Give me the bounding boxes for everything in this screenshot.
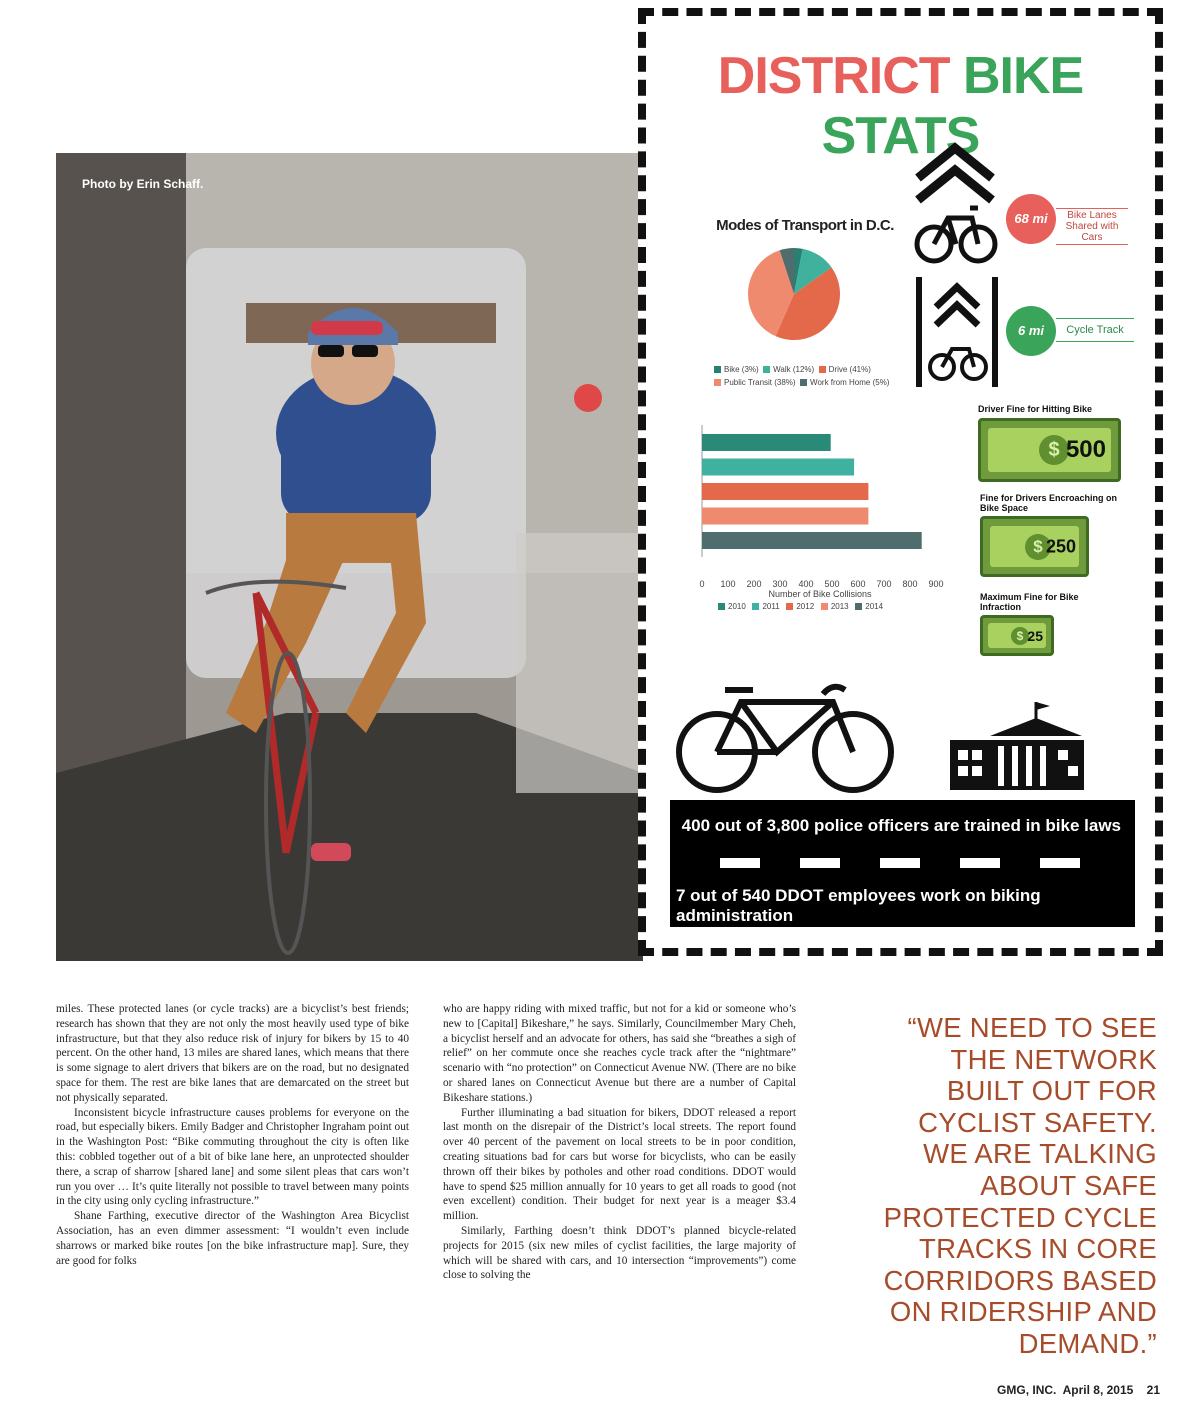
fine-amount-250: 250 [1045, 536, 1076, 556]
x-tick-label: 300 [772, 579, 788, 589]
article-paragraph: Inconsistent bicycle infrastructure causes problems for everyone on the road, but especially bikers. Emily Badger and Christopher Ingraham point out in the Washington Post: “Bike commuting throughout the city is often like this: cobbled together out of a bit of bike lane here, an unprotected shoulder there, a scrap of sharrow [shared lane] and some silent pleas that cars won’t run you over … It’s quite literally not possible to travel between many points in the city using only cycling infrastructure.” [56, 1106, 409, 1208]
infographic-title [646, 46, 1155, 166]
article-paragraph: who are happy riding with mixed traffic, but not for a kid or someone who’s new to [Capital] Bikeshare,” he says. Similarly, Councilmember Mary Cheh, a bicyclist herself and an advocate for others, has said she “breathes a sigh of relief” on her commute once she reaches cycle track after the “nightmare” scenario with “no protection” on Connecticut Avenue NW. (There are no bike or shared lanes on Connecticut Avenue but there are a number of Capital Bikeshare stations.) [443, 1003, 796, 1104]
x-tick-label: 400 [798, 579, 814, 589]
bar-legend-2014: 2014 [855, 602, 883, 611]
pie-chart-title: Modes of Transport in D.C. [716, 217, 894, 234]
transport-pie-chart [746, 246, 842, 342]
ddot-employees-stat: 7 out of 540 DDOT employees work on biking administration [676, 886, 1041, 925]
pie-legend [714, 365, 904, 387]
article-column-2 [443, 1002, 796, 1283]
bar-2010 [702, 434, 831, 451]
government-building-icon [950, 700, 1084, 790]
road-dash [720, 858, 760, 868]
pie-legend-drive: Drive (41%) [819, 365, 871, 374]
pie-legend-bike: Bike (3%) [714, 365, 759, 374]
bar-chart-xlabel: Number of Bike Collisions [768, 589, 872, 599]
fine-bill-500 [978, 418, 1121, 482]
dollar-coin-icon: $ [1011, 627, 1029, 645]
police-trained-stat: 400 out of 3,800 police officers are trained in bike laws [681, 816, 1121, 835]
large-bicycle-icon [673, 680, 897, 800]
bar-legend [718, 602, 883, 611]
fine-label-max-infraction: Maximum Fine for Bike Infraction [980, 592, 1079, 612]
title-part-district: DISTRICT [717, 47, 950, 105]
fine-label-hitting-bike: Driver Fine for Hitting Bike [978, 404, 1093, 414]
bar-legend-2012: 2012 [786, 602, 814, 611]
x-tick-label: 900 [928, 579, 944, 589]
article-paragraph: miles. These protected lanes (or cycle tracks) are a bicyclist’s best friends; research has shown that they are not only the most heavily used type of bike infrastructure, but that they also reduce risk of injury for bikers by 15 to 40 percent. On the other hand, 13 miles are shared lanes, which means that there is some signage to alert drivers that bikers are on the road, but no designated space for them. The rest are bike lanes that are demarcated on the street but not physically separated. [56, 1003, 409, 1104]
road-dash [880, 858, 920, 868]
x-tick-label: 700 [876, 579, 892, 589]
bar-legend-2011: 2011 [752, 602, 779, 611]
shared-lanes-badge: 68 mi [1006, 194, 1056, 244]
article-column-1 [56, 1002, 409, 1268]
fine-bill-250 [980, 516, 1089, 577]
article-paragraph: Further illuminating a bad situation for bikers, DDOT released a report last month on the disrepair of the District’s local streets. The report found over 40 percent of the pavement on local streets to be in poor condition, creating situations bad for cars but worse for bicyclists, who can be easily thrown off their bikes by potholes and other road conditions. DDOT would have to spend $25 million annually for 10 years to get all roads to good (not even excellent) condition. Their budget for next year is a meager $3.4 million. [443, 1106, 796, 1223]
bar-legend-2013: 2013 [821, 602, 849, 611]
fine-amount-25: 25 [1027, 627, 1043, 644]
cycle-track-badge: 6 mi [1006, 306, 1056, 356]
pie-legend-work-from-home: Work from Home (5%) [800, 378, 889, 387]
x-tick-label: 500 [824, 579, 840, 589]
x-tick-label: 200 [746, 579, 762, 589]
dollar-coin-icon: $ [1025, 534, 1051, 560]
cyclist-photo [56, 153, 643, 961]
pie-legend-walk: Walk (12%) [763, 365, 814, 374]
x-tick-label: 100 [720, 579, 736, 589]
road-banner [670, 800, 1135, 927]
cycle-track-label: Cycle Track [1056, 318, 1134, 342]
road-dash [800, 858, 840, 868]
cyclist-illustration [56, 153, 643, 961]
x-tick-label: 800 [902, 579, 918, 589]
fine-label-encroaching: Fine for Drivers Encroaching on Bike Space [980, 493, 1118, 513]
collisions-bar-chart [695, 425, 955, 615]
bar-2014 [702, 532, 922, 549]
bar-2013 [702, 508, 868, 525]
pie-legend-public-transit: Public Transit (38%) [714, 378, 796, 387]
bar-legend-2010: 2010 [718, 602, 746, 611]
pull-quote: “WE NEED TO SEE THE NETWORK BUILT OUT FOR CYCLIST SAFETY. WE ARE TALKING ABOUT SAFE PROTECTED CYCLE TRACKS IN CORE CORRIDORS BASED ON RIDERSHIP AND DEMAND.” [883, 1012, 1157, 1359]
cycle-track-icon [914, 277, 1000, 387]
sharrow-bike-icon [912, 138, 998, 268]
road-dash [960, 858, 1000, 868]
road-dash [1040, 858, 1080, 868]
fine-bill-25 [980, 615, 1054, 656]
bar-2011 [702, 459, 854, 476]
article-paragraph: Shane Farthing, executive director of the Washington Area Bicyclist Association, has an even dimmer assessment: “I wouldn’t even include sharrows or marked bike routes [on the bike infrastructure map]. Sure, they are good for folks [56, 1210, 409, 1267]
photo-credit: Photo by Erin Schaff. [82, 177, 204, 191]
x-tick-label: 0 [699, 579, 705, 589]
page-footer: GMG, INC. April 8, 2015 21 [997, 1383, 1160, 1397]
x-tick-label: 600 [850, 579, 866, 589]
shared-lanes-label: Bike Lanes Shared with Cars [1056, 208, 1128, 245]
article-paragraph: Similarly, Farthing doesn’t think DDOT’s planned bicycle-related projects for 2015 (six new miles of cyclist facilities, the large majority of which will be shared with cars, and 10 intersection “improvements”) come close to solving the [443, 1224, 796, 1282]
fine-amount-500: 500 [1065, 436, 1106, 463]
title-part-bike-stats: BIKE STATS [821, 47, 1084, 165]
dollar-coin-icon: $ [1039, 435, 1069, 465]
bar-2012 [702, 483, 868, 500]
